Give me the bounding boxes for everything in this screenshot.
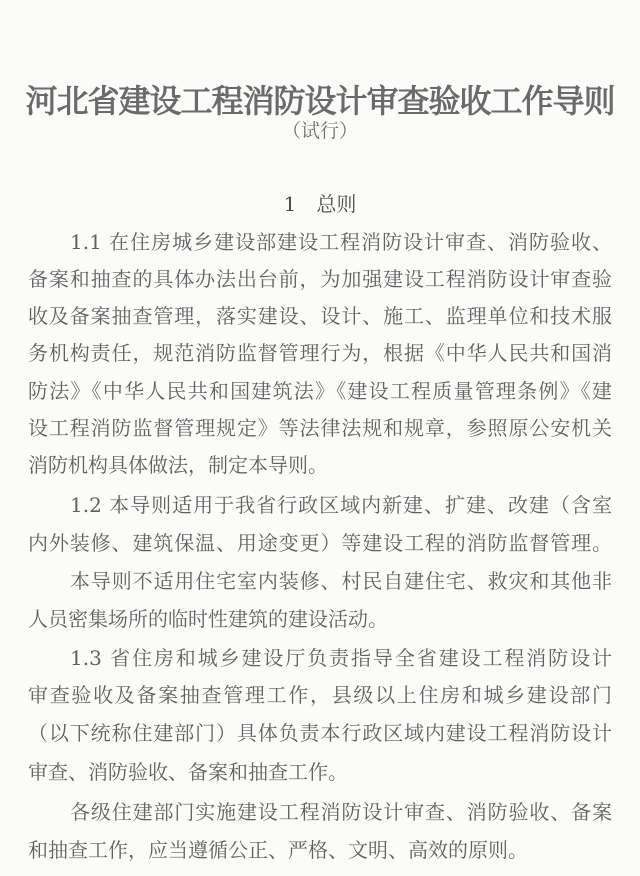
section-number: 1 xyxy=(283,192,297,216)
text-line: 设工程消防监督管理规定》等法律法规和规章，参照原公安机关 xyxy=(28,416,612,440)
text-line: 本导则不适用住宅室内装修、村民自建住宅、救灾和其他非 xyxy=(70,569,612,593)
text-line: 审查、消防验收、备案和抽查工作。 xyxy=(28,760,348,784)
text-line: 消防机构具体做法，制定本导则。 xyxy=(28,453,328,477)
section-heading xyxy=(0,188,640,217)
section-title: 总则 xyxy=(316,192,357,216)
text-line: 备案和抽查的具体办法出台前，为加强建设工程消防设计审查验 xyxy=(28,267,612,291)
document-title: 河北省建设工程消防设计审查验收工作导则 xyxy=(25,82,615,120)
text-line: 务机构责任，规范消防监督管理行为，根据《中华人民共和国消 xyxy=(28,341,612,365)
text-line: 和抽查工作，应当遵循公正、严格、文明、高效的原则。 xyxy=(28,838,528,862)
text-line: 人员密集场所的临时性建筑的建设活动。 xyxy=(28,607,388,631)
text-line: 防法》《中华人民共和国建筑法》《建设工程质量管理条例》《建 xyxy=(28,379,612,403)
text-line: 1.1 在住房城乡建设部建设工程消防设计审查、消防验收、 xyxy=(70,230,612,254)
text-line: 各级住建部门实施建设工程消防设计审查、消防验收、备案 xyxy=(70,800,612,824)
text-line: （以下统称住建部门）具体负责本行政区域内建设工程消防设计 xyxy=(28,721,612,745)
document-subtitle: （试行） xyxy=(281,120,358,142)
text-line: 内外装修、建筑保温、用途变更）等建设工程的消防监督管理。 xyxy=(28,531,612,555)
text-line: 1.3 省住房和城乡建设厅负责指导全省建设工程消防设计 xyxy=(70,646,612,670)
text-line: 1.2 本导则适用于我省行政区域内新建、扩建、改建（含室 xyxy=(70,493,612,517)
text-line: 收及备案抽查管理，落实建设、设计、施工、监理单位和技术服 xyxy=(28,304,612,328)
text-line: 审查验收及备案抽查管理工作，县级以上住房和城乡建设部门 xyxy=(28,683,612,707)
